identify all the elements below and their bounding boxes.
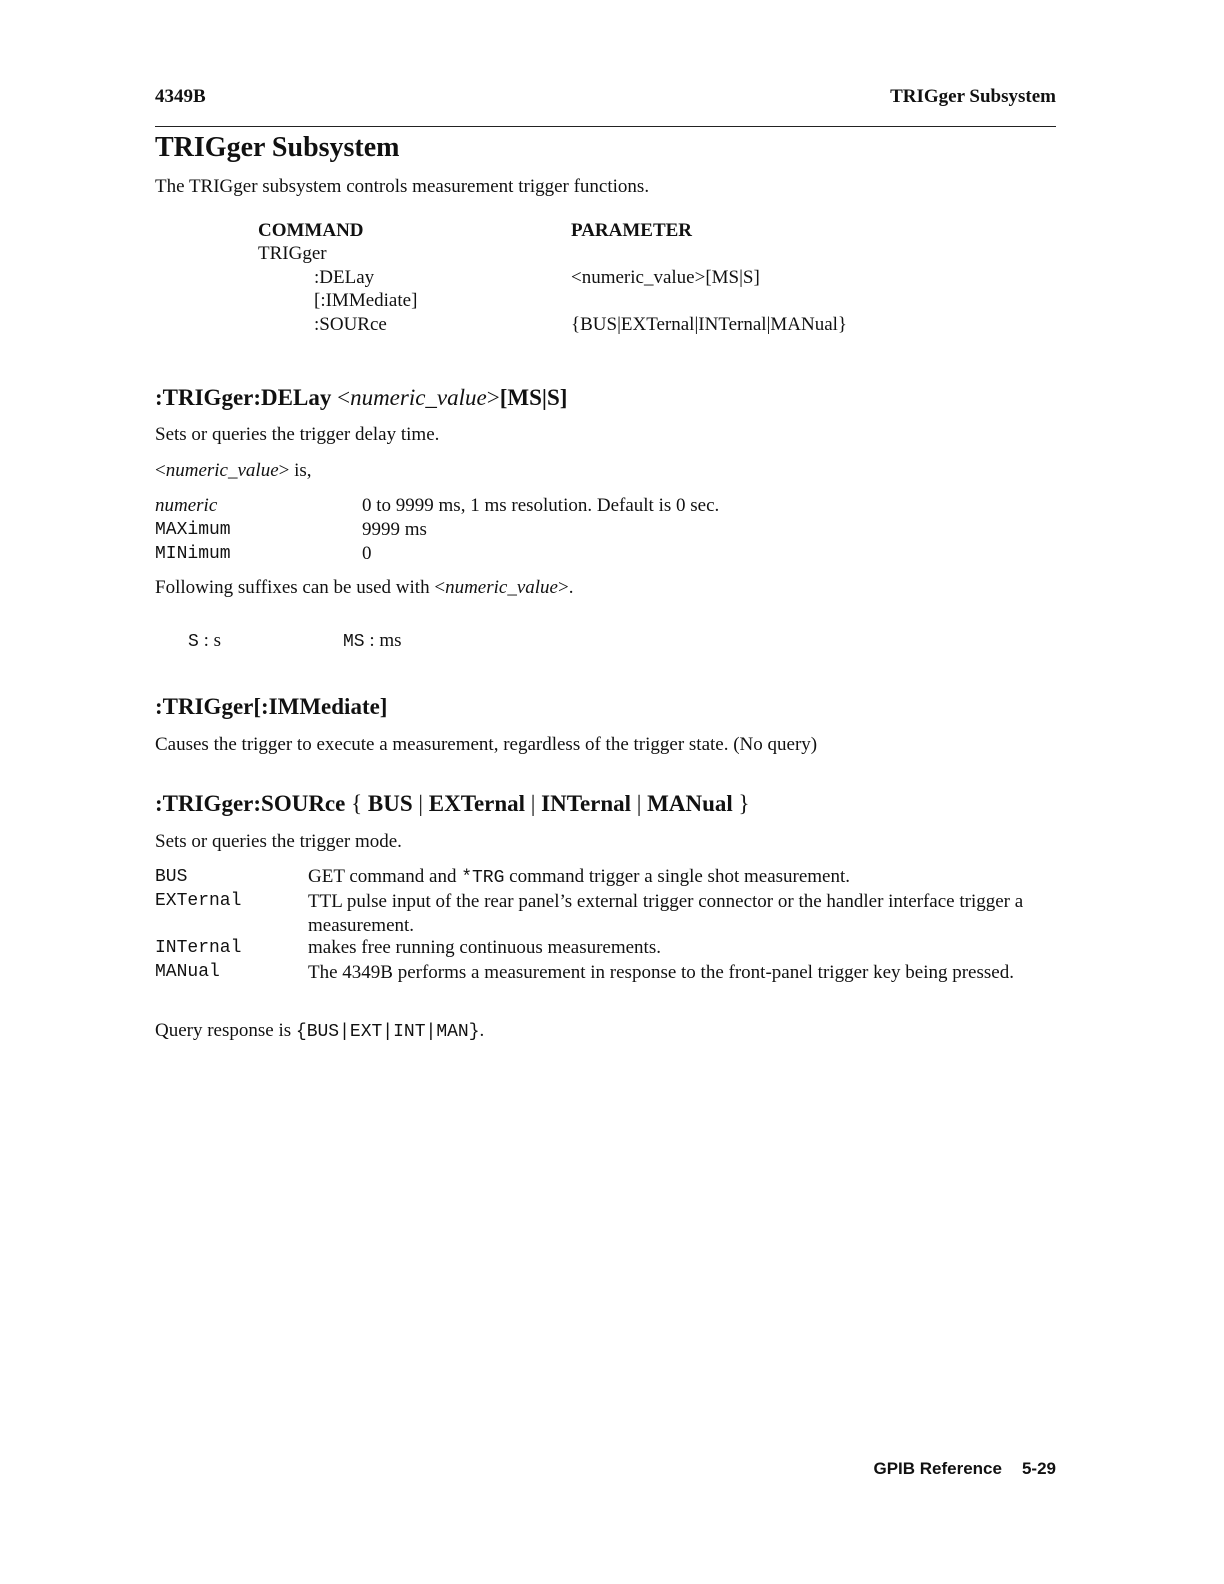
source-mode-desc: The 4349B performs a measurement in response to the front-panel trigger key being pressed. <box>308 962 1014 983</box>
section-title: TRIGger Subsystem <box>155 132 400 163</box>
source-mode-name: EXTernal <box>155 891 242 911</box>
running-header-title: TRIGger Subsystem <box>890 86 1056 107</box>
delay-value-name: MINimum <box>155 544 231 564</box>
page-footer: GPIB Reference 5-29 <box>873 1459 1056 1478</box>
source-mode-name: BUS <box>155 867 188 887</box>
command-column-header: COMMAND <box>258 220 364 241</box>
immediate-heading: :TRIGger[:IMMediate] <box>155 694 388 719</box>
command-row-source: :SOURce <box>314 314 387 335</box>
delay-value-desc: 0 to 9999 ms, 1 ms resolution. Default is 0 sec. <box>362 495 720 516</box>
delay-value-name: numeric <box>155 495 218 516</box>
suffix-item: MS : ms <box>343 630 402 652</box>
source-mode-name: INTernal <box>155 938 242 958</box>
header-rule <box>155 126 1056 127</box>
source-heading: :TRIGger:SOURce { BUS | EXTernal | INTernal | MANual } <box>155 791 750 816</box>
section-intro: The TRIGger subsystem controls measurement trigger functions. <box>155 176 650 197</box>
running-header-model: 4349B <box>155 86 206 107</box>
command-row-delay: :DELay <box>314 267 375 288</box>
delay-value-desc: 0 <box>362 543 372 564</box>
source-mode-desc: makes free running continuous measurements. <box>308 937 661 958</box>
command-root: TRIGger <box>258 243 327 264</box>
query-response: Query response is {BUS|EXT|INT|MAN}. <box>155 1020 485 1042</box>
source-mode-name: MANual <box>155 962 220 982</box>
parameter-column-header: PARAMETER <box>571 220 693 241</box>
source-mode-desc: TTL pulse input of the rear panel’s external trigger connector or the handler interface trigger a measurement. <box>308 891 1024 936</box>
immediate-description: Causes the trigger to execute a measurement, regardless of the trigger state. (No query) <box>155 734 818 755</box>
delay-value-name: MAXimum <box>155 520 231 540</box>
source-description: Sets or queries the trigger mode. <box>155 831 402 852</box>
parameter-row-delay: <numeric_value>[MS|S] <box>571 267 760 288</box>
delay-param-intro: <numeric_value> is, <box>155 460 312 481</box>
delay-heading: :TRIGger:DELay <numeric_value>[MS|S] <box>155 385 568 410</box>
delay-value-desc: 9999 ms <box>362 519 427 540</box>
source-mode-desc: GET command and *TRG command trigger a single shot measurement. <box>308 866 851 888</box>
suffix-intro: Following suffixes can be used with <numeric_value>. <box>155 577 574 598</box>
delay-description: Sets or queries the trigger delay time. <box>155 424 440 445</box>
parameter-row-source: {BUS|EXTernal|INTernal|MANual} <box>571 314 848 335</box>
suffix-item: S : s <box>188 630 221 652</box>
command-row-immediate: [:IMMediate] <box>314 290 418 311</box>
